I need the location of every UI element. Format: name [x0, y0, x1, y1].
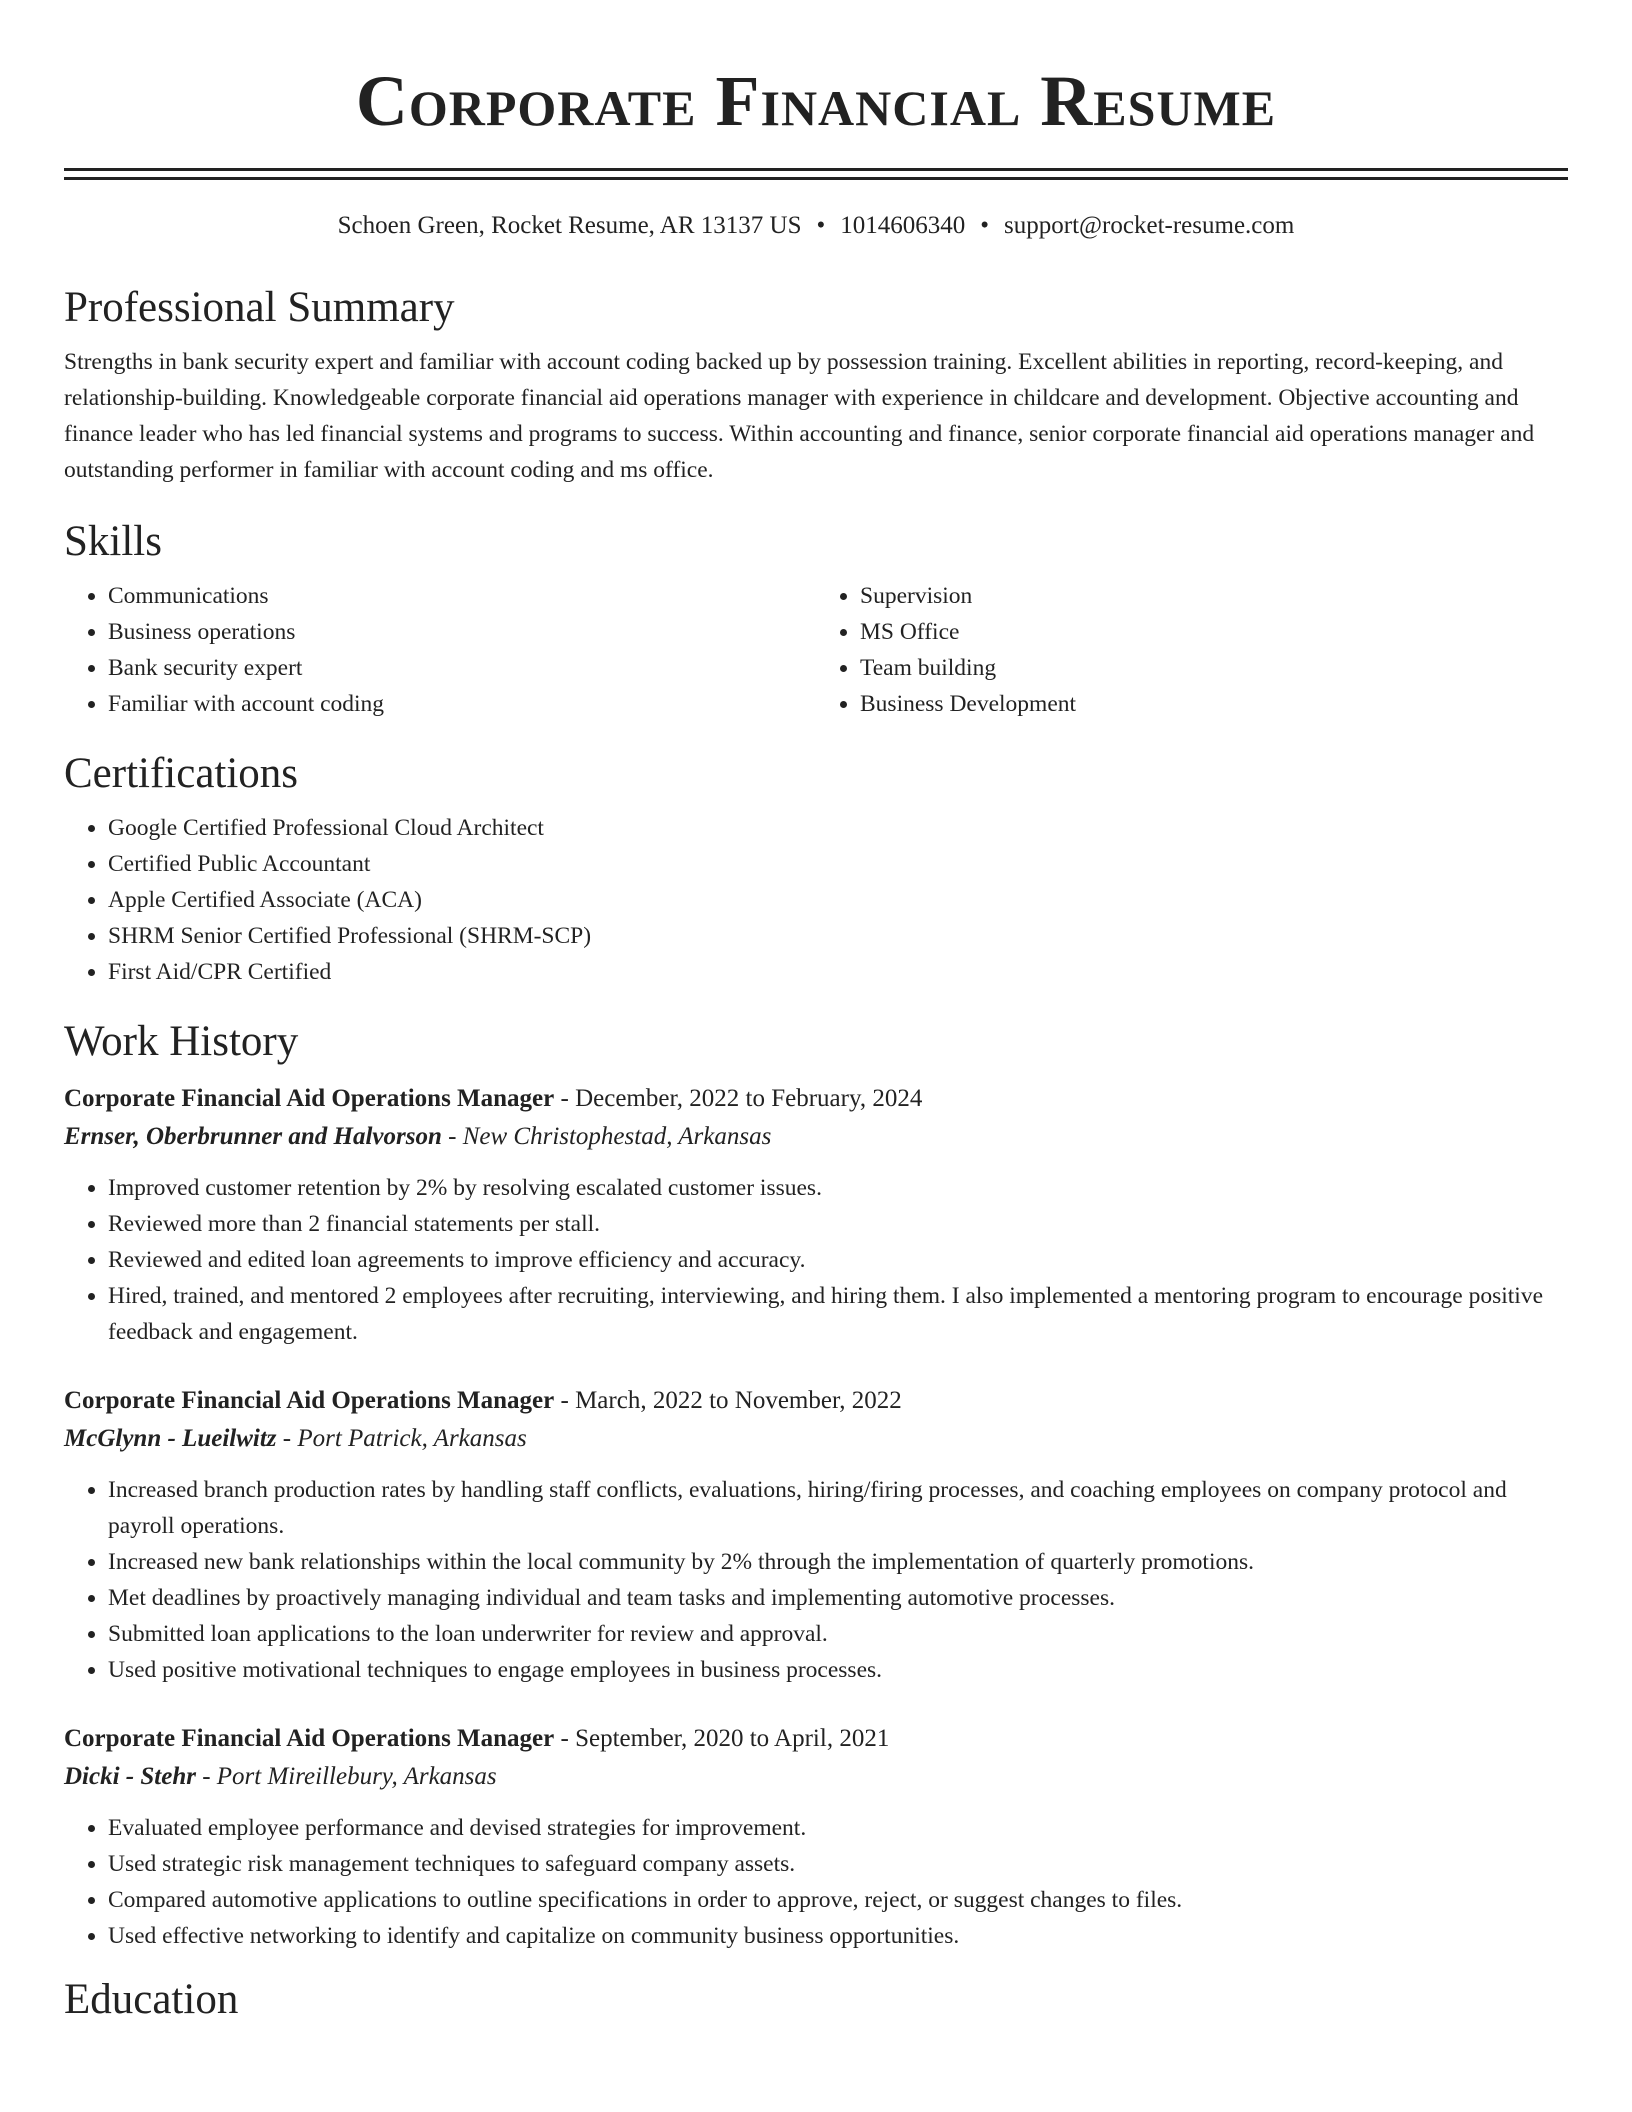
skills-heading: Skills: [64, 518, 162, 565]
skill-item: • Business Development: [860, 686, 1568, 722]
company-location: - New Christophestad, Arkansas: [448, 1123, 772, 1150]
contact-email[interactable]: support@rocket-resume.com: [1004, 212, 1295, 239]
company-line: [64, 1758, 1568, 1796]
job-bullet: • Used strategic risk management techniques to safeguard company assets.: [108, 1846, 1568, 1882]
contact-separator: •: [980, 212, 990, 239]
contact-line: [64, 210, 1568, 242]
job-bullet: • Improved customer retention by 2% by resolving escalated customer issues.: [108, 1170, 1568, 1206]
summary-heading: Professional Summary: [64, 284, 455, 331]
company-location: - Port Patrick, Arkansas: [282, 1425, 527, 1452]
certification-item: • Apple Certified Associate (ACA): [108, 882, 1568, 918]
company-location: - Port Mireillebury, Arkansas: [202, 1763, 497, 1790]
job-dates: - March, 2022 to November, 2022: [560, 1387, 902, 1414]
skills-list-right: [816, 578, 1568, 722]
job-title: Corporate Financial Aid Operations Manager: [64, 1725, 555, 1752]
job-bullets: [64, 1472, 1568, 1688]
job-bullet: • Hired, trained, and mentored 2 employees after recruiting, interviewing, and hiring them. I also implemented a mentoring program to encourage positive feedback and engagement.: [108, 1278, 1568, 1350]
company-line: [64, 1420, 1568, 1458]
contact-separator: •: [816, 212, 826, 239]
job-dates: - September, 2020 to April, 2021: [560, 1725, 890, 1752]
education-heading: Education: [64, 1976, 239, 2023]
job-bullet: • Compared automotive applications to outline specifications in order to approve, reject, or suggest changes to files.: [108, 1882, 1568, 1918]
job-dates: - December, 2022 to February, 2024: [560, 1085, 923, 1112]
certification-item: • Google Certified Professional Cloud Architect: [108, 810, 1568, 846]
skills-columns: [64, 578, 1568, 722]
company-line: [64, 1118, 1568, 1156]
skill-item: • Bank security expert: [108, 650, 816, 686]
job-title-line: [64, 1720, 1568, 1758]
skill-item: • Supervision: [860, 578, 1568, 614]
certification-item: • Certified Public Accountant: [108, 846, 1568, 882]
title-rule-top: [64, 168, 1568, 171]
job-entry: [64, 1720, 1568, 1954]
skill-item: • Familiar with account coding: [108, 686, 816, 722]
certifications-heading: Certifications: [64, 750, 299, 797]
company-name: Ernser, Oberbrunner and Halvorson: [64, 1123, 442, 1150]
job-title-line: [64, 1080, 1568, 1118]
page-title: Corporate Financial Resume: [355, 61, 1277, 141]
job-title-line: [64, 1382, 1568, 1420]
job-entry: [64, 1382, 1568, 1688]
skills-list-left: [64, 578, 816, 722]
skill-item: • Communications: [108, 578, 816, 614]
contact-phone: 1014606340: [840, 212, 966, 239]
company-name: Dicki - Stehr: [64, 1763, 196, 1790]
job-bullets: [64, 1810, 1568, 1954]
job-entry: [64, 1080, 1568, 1350]
summary-text: Strengths in bank security expert and familiar with account coding backed up by possession training. Excellent abilities in reporting, record-keeping, and relationship-building. Knowledgeable corporate financial aid operations manager with experience in childcare and development. Objective accounting and finance leader who has led financial systems and programs to success. Within accounting and finance, senior corporate financial aid operations manager and outstanding performer in familiar with account coding and ms office.: [64, 349, 1535, 483]
skill-item: • Business operations: [108, 614, 816, 650]
title-rule-bottom: [64, 177, 1568, 180]
job-bullet: • Increased new bank relationships within the local community by 2% through the implementation of quarterly promotions.: [108, 1544, 1568, 1580]
skill-item: • Team building: [860, 650, 1568, 686]
job-bullet: • Used positive motivational techniques to engage employees in business processes.: [108, 1652, 1568, 1688]
company-name: McGlynn - Lueilwitz: [64, 1425, 277, 1452]
job-bullet: • Met deadlines by proactively managing individual and team tasks and implementing automotive processes.: [108, 1580, 1568, 1616]
skill-item: • MS Office: [860, 614, 1568, 650]
contact-address: Schoen Green, Rocket Resume, AR 13137 US: [337, 212, 802, 239]
job-title: Corporate Financial Aid Operations Manager: [64, 1387, 555, 1414]
work-history-heading: Work History: [64, 1018, 299, 1065]
job-bullet: • Increased branch production rates by handling staff conflicts, evaluations, hiring/firing processes, and coaching employees on company protocol and payroll operations.: [108, 1472, 1568, 1544]
job-bullet: • Submitted loan applications to the loan underwriter for review and approval.: [108, 1616, 1568, 1652]
job-bullet: • Used effective networking to identify and capitalize on community business opportunities.: [108, 1918, 1568, 1954]
certifications-list: [64, 810, 1568, 990]
job-title: Corporate Financial Aid Operations Manager: [64, 1085, 555, 1112]
job-bullet: • Evaluated employee performance and devised strategies for improvement.: [108, 1810, 1568, 1846]
job-bullets: [64, 1170, 1568, 1350]
certification-item: • First Aid/CPR Certified: [108, 954, 1568, 990]
job-bullet: • Reviewed more than 2 financial statements per stall.: [108, 1206, 1568, 1242]
certification-item: • SHRM Senior Certified Professional (SHRM-SCP): [108, 918, 1568, 954]
job-bullet: • Reviewed and edited loan agreements to improve efficiency and accuracy.: [108, 1242, 1568, 1278]
